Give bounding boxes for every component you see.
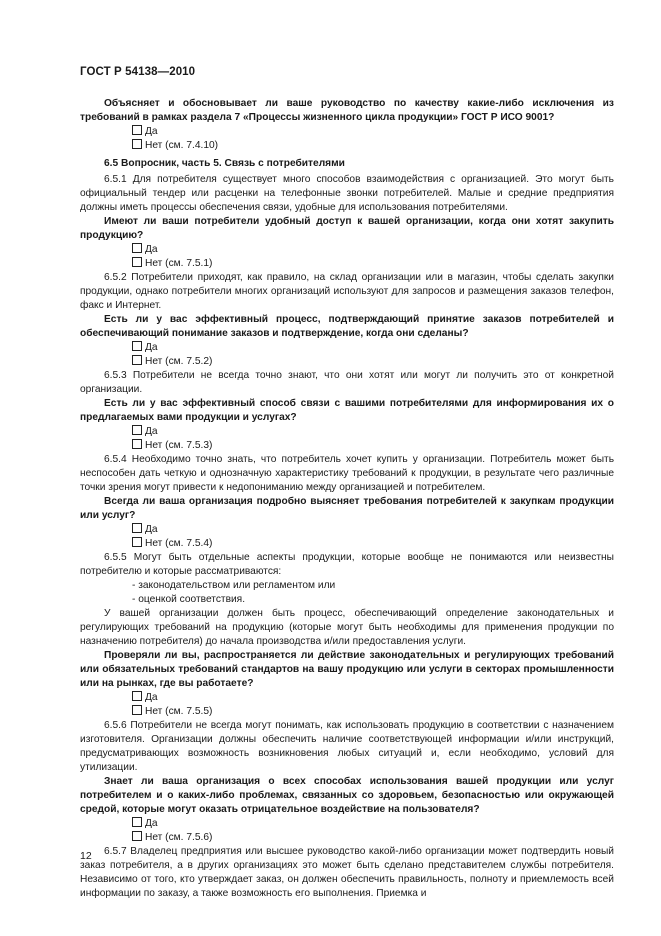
- checkbox-icon: [132, 243, 142, 253]
- answer-option: [80, 705, 614, 719]
- checkbox-icon: [132, 831, 142, 841]
- paragraph: 6.5.2 Потребители приходят, как правило, на склад организации или в магазин, чтобы сделать закупки продукции, однако потребители многих организаций используют для запросов и размещения заказов телефон, факс и Интернет.: [80, 272, 614, 311]
- answer-option: [80, 125, 614, 139]
- question-text: Имеют ли ваши потребители удобный доступ к вашей организации, когда они хотят закупить продукцию?: [80, 216, 614, 241]
- question-text: Проверяли ли вы, распространяется ли действие законодательных и регулирующих требований или обязательных требований стандартов на вашу продукцию или услуги в секторах промышленности или на рынках, где вы работаете?: [80, 650, 614, 689]
- section-heading: 6.5 Вопросник, часть 5. Связь с потребителями: [104, 158, 345, 169]
- answer-option-label: Да: [145, 524, 158, 535]
- document-body: [80, 97, 614, 901]
- answer-option: [80, 523, 614, 537]
- answer-option-label: Нет (см. 7.5.2): [145, 356, 213, 367]
- paragraph: 6.5.4 Необходимо точно знать, что потребитель хочет купить у организации. Потребитель может быть неспособен дать четкую и однозначную характеристику требований к продукции, в результате чего различные точки зрения могут привести к недопониманию между организацией и потребителем.: [80, 454, 614, 493]
- document-header: ГОСТ Р 54138—2010: [80, 66, 196, 78]
- question-text: Объясняет и обосновывает ли ваше руководство по качеству какие-либо исключения из требований в рамках раздела 7 «Процессы жизненного цикла продукции» ГОСТ Р ИСО 9001?: [80, 98, 614, 123]
- answer-option-label: Да: [145, 126, 158, 137]
- question-text: Знает ли ваша организация о всех способах использования вашей продукции или услуг потребителем и о каких-либо проблемах, связанных со здоровьем, безопасностью или окружающей средой, которые могут оказать отрицательное воздействие на пользователя?: [80, 776, 614, 815]
- checkbox-icon: [132, 139, 142, 149]
- answer-option-label: Нет (см. 7.4.10): [145, 140, 219, 151]
- question-text: Всегда ли ваша организация подробно выясняет требования потребителей к закупкам продукции или услуг?: [80, 496, 614, 521]
- answer-option: [80, 139, 614, 153]
- answer-option-label: Да: [145, 244, 158, 255]
- paragraph: 6.5.3 Потребители не всегда точно знают, что они хотят или могут ли получить это от конкретной организации.: [80, 370, 614, 395]
- answer-option-label: Нет (см. 7.5.1): [145, 258, 213, 269]
- paragraph: 6.5.6 Потребители не всегда могут понимать, как использовать продукцию в соответствии с назначением изготовителя. Организации должны обеспечить наличие соответствующей информации и/или инструкций, предусматривающих возможность возникновения любых ситуаций и, если необходимо, условий для утилизации.: [80, 720, 614, 773]
- answer-option: [80, 341, 614, 355]
- answer-option-label: Да: [145, 692, 158, 703]
- answer-option: [80, 831, 614, 845]
- answer-option-label: Нет (см. 7.5.6): [145, 832, 213, 843]
- answer-option: [80, 243, 614, 257]
- answer-option: [80, 817, 614, 831]
- checkbox-icon: [132, 125, 142, 135]
- checkbox-icon: [132, 341, 142, 351]
- paragraph: 6.5.7 Владелец предприятия или высшее руководство какой-либо организации может подтвердить новый заказ потребителя, а в других организациях это может быть сделано представителем службы потребителя. Независимо от того, кто утверждает заказ, он должен обеспечить правильность, полноту и приемлемость всей информации по заказу, а также возможность его выполнения. Приемка и: [80, 846, 614, 899]
- checkbox-icon: [132, 425, 142, 435]
- answer-option: [80, 355, 614, 369]
- checkbox-icon: [132, 355, 142, 365]
- answer-option-label: Нет (см. 7.5.5): [145, 706, 213, 717]
- answer-option: [80, 257, 614, 271]
- checkbox-icon: [132, 817, 142, 827]
- checkbox-icon: [132, 523, 142, 533]
- answer-option-label: Да: [145, 342, 158, 353]
- checkbox-icon: [132, 705, 142, 715]
- answer-option-label: Нет (см. 7.5.3): [145, 440, 213, 451]
- paragraph: У вашей организации должен быть процесс, обеспечивающий определение законодательных и регулирующих требований на продукцию (которые могут быть необходимы для применения продукции по назначению потребителя) до начала производства и/или предоставления услуги.: [80, 608, 614, 647]
- paragraph: 6.5.1 Для потребителя существует много способов взаимодействия с организацией. Это могут быть официальный тендер или расценки на телефонные звонки потребителей. Малые и средние предприятия должны иметь процессы обеспечения связи, удобные для использования потребителями.: [80, 174, 614, 213]
- answer-option-label: Нет (см. 7.5.4): [145, 538, 213, 549]
- answer-option: [80, 439, 614, 453]
- checkbox-icon: [132, 537, 142, 547]
- paragraph: 6.5.5 Могут быть отдельные аспекты продукции, которые вообще не понимаются или неизвестны потребителю и которые рассматриваются:: [80, 552, 614, 577]
- list-item: - законодательством или регламентом или: [132, 580, 336, 591]
- answer-option: [80, 537, 614, 551]
- checkbox-icon: [132, 257, 142, 267]
- answer-option-label: Да: [145, 426, 158, 437]
- list-item: - оценкой соответствия.: [132, 594, 246, 605]
- question-text: Есть ли у вас эффективный способ связи с вашими потребителями для информирования их о предлагаемых вами продукции и услугах?: [80, 398, 614, 423]
- checkbox-icon: [132, 439, 142, 449]
- answer-option: [80, 691, 614, 705]
- answer-option-label: Да: [145, 818, 158, 829]
- question-text: Есть ли у вас эффективный процесс, подтверждающий принятие заказов потребителей и обеспечивающий понимание заказов и подтверждение, когда они сделаны?: [80, 314, 614, 339]
- checkbox-icon: [132, 691, 142, 701]
- page-number: 12: [80, 850, 92, 862]
- answer-option: [80, 425, 614, 439]
